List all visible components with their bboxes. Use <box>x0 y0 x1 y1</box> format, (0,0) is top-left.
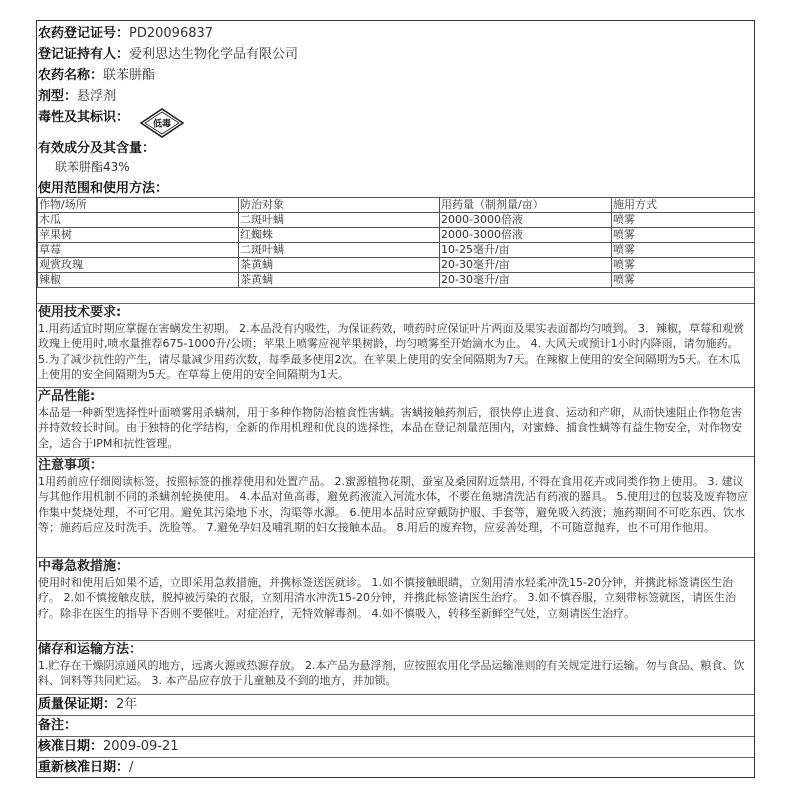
table-cell: 二斑叶螨 <box>239 243 440 258</box>
ingredient-title-row <box>38 140 155 157</box>
shelf-life-row <box>38 696 137 713</box>
formulation-label: 剂型： <box>38 89 78 104</box>
table-cell: 喷雾 <box>612 273 755 288</box>
table-cell: 10-25毫升/亩 <box>440 243 612 258</box>
precautions-title: 注意事项： <box>38 458 104 473</box>
section-divider <box>37 694 754 695</box>
section-divider <box>37 557 754 558</box>
reapproval-date-row <box>38 759 133 776</box>
shelf-life-label: 质量保证期： <box>38 697 117 712</box>
table-cell: 二斑叶螨 <box>239 213 440 228</box>
table-cell: 20-30毫升/亩 <box>440 273 612 288</box>
formulation-row <box>38 88 116 105</box>
tech-requirements-title: 使用技术要求: <box>38 305 122 320</box>
first-aid-text: 使用时和使用后如果不适，立即采用急救措施，并携标签送医就诊。 1.如不慎接触眼睛，立刻用清水轻柔冲洗15-20分钟，并携此标签请医生治疗。 2.如不慎接触皮肤，脱掉被污染的衣服，立刻用清水冲洗15-20分钟，并携此标签请医生治疗。 3.如不慎吞服，立刻带标签就医，请医生治疗。除非在医生的指导下否则不要催吐。对症治疗，无特效解毒剂。 4.如不慎吸入，转移至新鲜空气处，立刻请医生治疗。 <box>38 576 736 620</box>
table-cell: 喷雾 <box>612 258 755 273</box>
section-divider <box>37 303 754 304</box>
low-toxicity-icon <box>140 108 184 138</box>
section-divider <box>37 456 754 457</box>
remarks-row <box>38 717 77 734</box>
reapproval-date-label: 重新核准日期： <box>38 760 130 775</box>
registration-number-label: 农药登记证号： <box>38 26 130 41</box>
table-header-cell: 用药量（制剂量/亩） <box>440 198 612 213</box>
table-cell: 喷雾 <box>612 213 755 228</box>
approval-date-value: 2009-09-21 <box>103 739 179 754</box>
table-row <box>38 273 755 288</box>
table-row <box>38 213 755 228</box>
section-divider <box>37 757 754 758</box>
pesticide-name-label: 农药名称： <box>38 68 104 83</box>
precautions-text: 1用药前应仔细阅读标签，按照标签的推荐使用和处置产品。 2.蜜源植物花期，蚕室及桑园附近禁用, 不得在食用花卉或同类作物上使用。 3. 建议与其他作用机制不同的杀螨剂轮换使用。 4.本品对鱼高毒，避免药液流入河流水体，不要在鱼塘清洗沾有药液的器具。 5.使用过的包装及废弃物应作集中焚烧处理，不可它用。避免其污染地下水，沟渠等水源。 6.使用本品时应穿戴防护服、手套等，避免吸入药液；施药期间不可吃东西、饮水等；施药后应及时洗手、洗脸等。 7.避免孕妇及哺乳期的妇女接触本品。 8.用后的废弃物，应妥善处理，不可随意抛弃，也不可用作他用。 <box>38 475 748 535</box>
table-cell: 20-30毫升/亩 <box>440 258 612 273</box>
ingredient-label: 有效成分及其含量： <box>38 141 156 156</box>
table-cell: 茶黄螨 <box>239 258 440 273</box>
table-header-row <box>38 198 755 213</box>
table-row <box>38 243 755 258</box>
table-cell: 喷雾 <box>612 243 755 258</box>
table-cell: 草莓 <box>38 243 239 258</box>
table-row <box>38 258 755 273</box>
table-cell: 红蜘蛛 <box>239 228 440 243</box>
product-performance-title: 产品性能: <box>38 389 96 404</box>
usage-table <box>37 197 755 288</box>
table-cell: 辣椒 <box>38 273 239 288</box>
formulation-value: 悬浮剂 <box>77 89 117 104</box>
ingredient-value: 联苯肼酯43% <box>55 160 130 174</box>
table-row <box>38 228 755 243</box>
registration-number-value: PD20096837 <box>129 26 214 41</box>
shelf-life-value: 2年 <box>116 697 138 712</box>
approval-date-label: 核准日期： <box>38 739 104 754</box>
toxicity-badge-text: 低毒 <box>152 119 172 130</box>
table-cell: 喷雾 <box>612 228 755 243</box>
pesticide-name-value: 联苯肼酯 <box>103 68 156 83</box>
toxicity-label: 毒性及其标识： <box>38 110 130 125</box>
pesticide-name-row <box>38 67 155 84</box>
table-cell: 茶黄螨 <box>239 273 440 288</box>
holder-value: 爱利思达生物化学品有限公司 <box>129 47 299 62</box>
section-divider <box>37 715 754 716</box>
usage-label: 使用范围和使用方法： <box>38 181 169 196</box>
table-cell: 观赏玫瑰 <box>38 258 239 273</box>
section-divider <box>37 736 754 737</box>
table-header-cell: 施用方式 <box>612 198 755 213</box>
product-performance-text: 本品是一种新型选择性叶面喷雾用杀螨剂，用于多种作物防治植食性害螨。害螨接触药剂后，很快停止进食、运动和产卵，从而快速阻止作物危害并持效较长时间。由于独特的化学结构，全新的作用机理和优良的选择性，本品在登记剂量范围内，对蜜蜂、捕食性螨等有益生物安全，对作物安全，适合于IPM和抗性管理。 <box>38 406 742 450</box>
holder-label: 登记证持有人： <box>38 47 130 62</box>
approval-date-row <box>38 738 179 755</box>
table-cell: 2000-3000倍液 <box>440 213 612 228</box>
table-header-cell: 作物/场所 <box>38 198 239 213</box>
tech-requirements-text: 1.用药适宜时期应掌握在害螨发生初期。 2.本品没有内吸性，为保证药效，喷药时应保证叶片两面及果实表面都均匀喷到。 3．辣椒，草莓和观赏玫瑰上使用时,喷水量推荐675-1000升/公顷；苹果上喷雾应视苹果树龄，均匀喷雾至开始滴水为止。 4. 大风天或预计1小时内降雨，请勿施药。 5.为了减少抗性的产生，请尽量减少用药次数，每季最多使用2次。在苹果上使用的安全间隔期为7天。在辣椒上使用的安全间隔期为5天。在木瓜上使用的安全间隔期为5天。在草莓上使用的安全间隔期为1天。 <box>38 322 744 382</box>
table-cell: 木瓜 <box>38 213 239 228</box>
reapproval-date-value: / <box>129 760 134 775</box>
registration-number-row <box>38 25 213 42</box>
table-cell: 苹果树 <box>38 228 239 243</box>
storage-title: 储存和运输方法： <box>38 642 143 657</box>
storage-text: 1.贮存在干燥阴凉通风的地方，远离火源或热源存放。 2.本产品为悬浮剂，应按照农用化学品运输准则的有关规定进行运输。勿与食品、粮食、饮料、饲料等共同贮运。 3. 本产品应存放于儿童触及不到的地方，并加锁。 <box>38 659 745 688</box>
section-divider <box>37 387 754 388</box>
remarks-label: 备注： <box>38 718 78 733</box>
first-aid-title: 中毒急救措施： <box>38 559 130 574</box>
table-cell: 2000-3000倍液 <box>440 228 612 243</box>
usage-title-row <box>38 180 168 197</box>
table-header-cell: 防治对象 <box>239 198 440 213</box>
holder-row <box>38 46 298 63</box>
section-divider <box>37 640 754 641</box>
toxicity-row <box>38 109 129 126</box>
